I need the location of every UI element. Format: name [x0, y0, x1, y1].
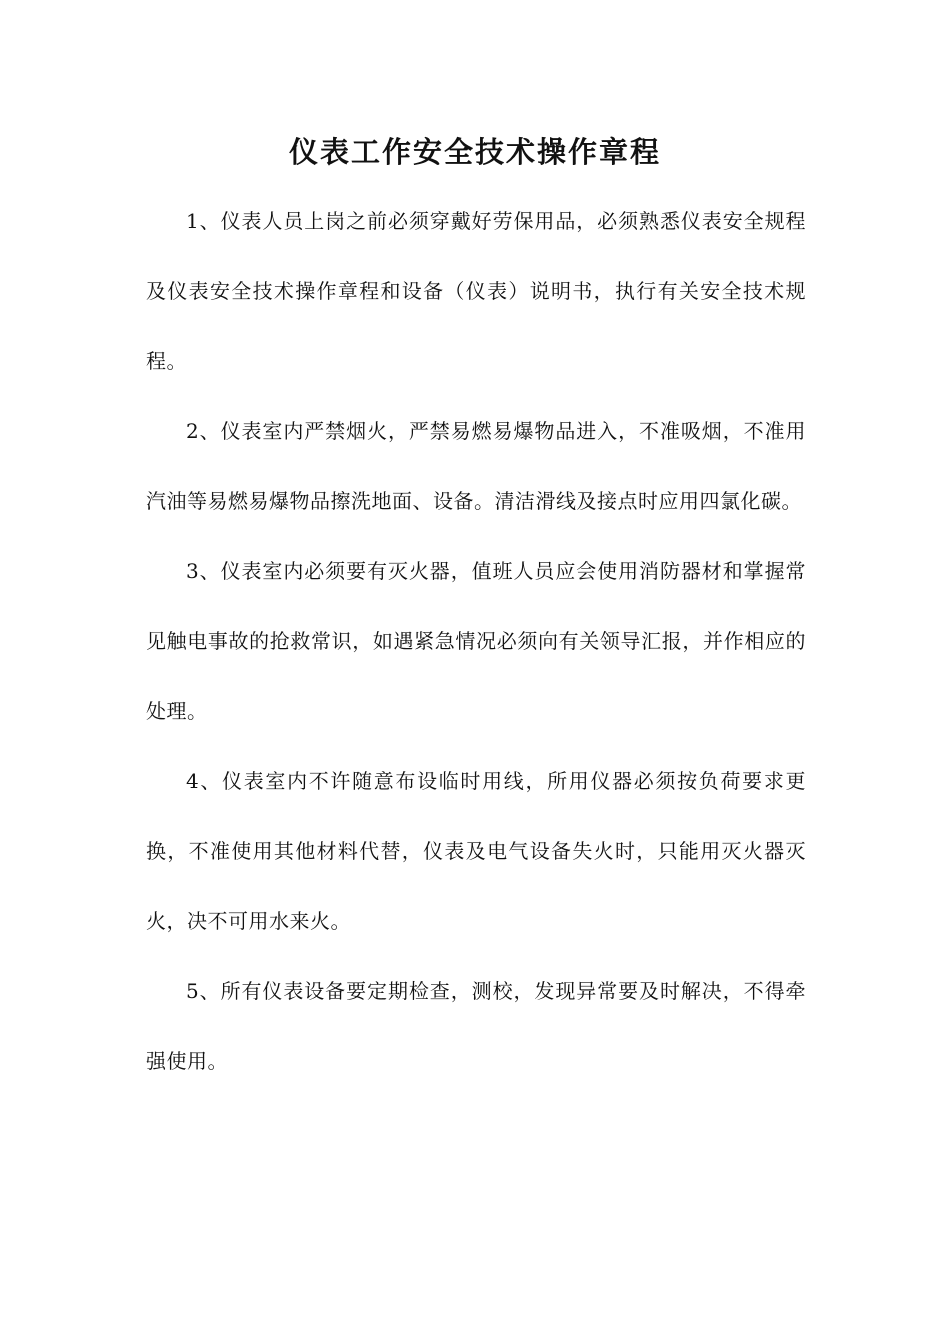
paragraph-3: 3、仪表室内必须要有灭火器，值班人员应会使用消防器材和掌握常见触电事故的抢救常识，如遇紧急情况必须向有关领导汇报，并作相应的处理。: [146, 559, 806, 723]
paragraph-4: 4、仪表室内不许随意布设临时用线，所用仪器必须按负荷要求更换，不准使用其他材料代替，仪表及电气设备失火时，只能用灭火器灭火，决不可用水来火。: [146, 769, 806, 933]
paragraph-5: 5、所有仪表设备要定期检查，测校，发现异常要及时解决，不得牵强使用。: [146, 979, 806, 1073]
paragraph-1: 1、仪表人员上岗之前必须穿戴好劳保用品，必须熟悉仪表安全规程及仪表安全技术操作章程和设备（仪表）说明书，执行有关安全技术规程。: [146, 209, 806, 373]
document-title: 仪表工作安全技术操作章程: [288, 135, 661, 169]
document-body: [146, 186, 806, 1096]
paragraph-2: 2、仪表室内严禁烟火，严禁易燃易爆物品进入，不准吸烟，不准用汽油等易燃易爆物品擦洗地面、设备。清洁滑线及接点时应用四氯化碳。: [146, 419, 806, 513]
